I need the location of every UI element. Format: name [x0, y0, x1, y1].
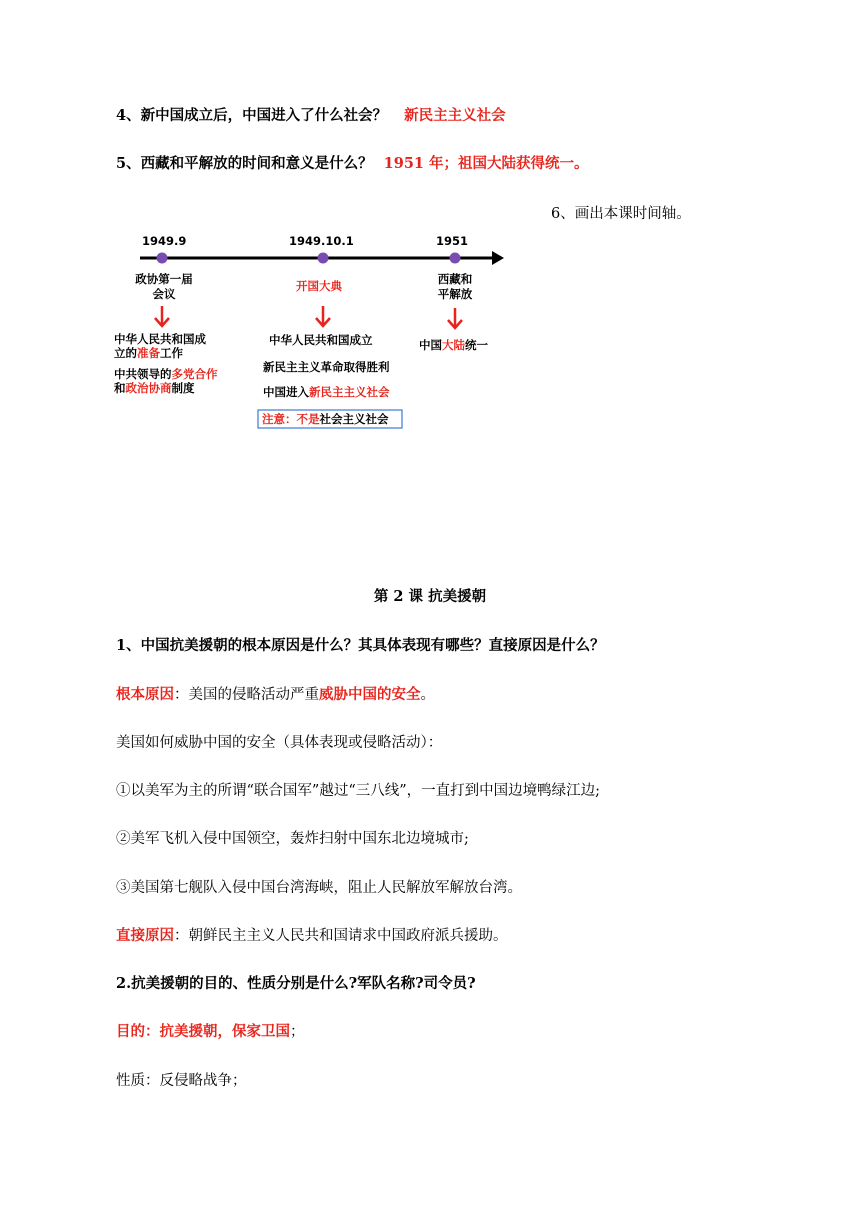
event-tibet-line1: 西藏和	[437, 272, 473, 286]
date-1949-10-1: 1949.10.1	[289, 234, 354, 248]
question-4-text: 4、新中国成立后，中国进入了什么社会？	[116, 107, 388, 124]
direct-cause-label: 直接原因	[116, 927, 174, 944]
timeline-dot-1949-10-1	[318, 253, 329, 264]
result-3-1: 中国大陆统一	[419, 338, 488, 352]
direct-cause: 直接原因：朝鲜民主主义人民共和国请求中国政府派兵援助。	[116, 927, 508, 944]
event-cppcc	[132, 272, 196, 302]
event-tibet-line2: 平解放	[437, 287, 473, 301]
lesson2-question-2: 2.抗美援朝的目的、性质分别是什么?军队名称?司令员?	[116, 975, 476, 992]
result-2-2: 新民主主义革命取得胜利	[263, 360, 390, 374]
how-threat-text: 美国如何威胁中国的安全（具体表现或侵略活动）：	[116, 735, 443, 751]
timeline-dot-1949-9	[157, 253, 168, 264]
timeline-arrowhead	[492, 251, 504, 265]
timeline-axis-svg	[110, 228, 510, 433]
note-not-socialist: 注意：不是社会主义社会	[262, 412, 389, 426]
question-6: 6、画出本课时间轴。	[551, 206, 691, 222]
question-5-answer: 1951 年；祖国大陆获得统一。	[383, 155, 589, 172]
root-cause-highlight: 威胁中国的安全	[319, 686, 421, 703]
event-tibet	[430, 272, 480, 302]
question-5-text: 5、西藏和平解放的时间和意义是什么？	[116, 155, 373, 172]
result-1-3: 中共领导的多党合作	[114, 367, 218, 381]
timeline-dot-1951	[450, 253, 461, 264]
date-1949-9: 1949.9	[142, 234, 187, 248]
event-founding-ceremony: 开国大典	[296, 279, 342, 293]
purpose-text: 目的：抗美援朝，保家卫国	[116, 1023, 290, 1040]
lesson2-question-1: 1、中国抗美援朝的根本原因是什么？其具体表现有哪些？直接原因是什么？	[116, 637, 605, 654]
down-arrow-2	[316, 306, 330, 326]
result-1-2: 立的准备工作	[114, 346, 183, 360]
date-1951: 1951	[436, 234, 469, 248]
question-4-answer: 新民主主义社会	[404, 107, 506, 124]
question-5	[116, 152, 589, 173]
root-cause: 根本原因：美国的侵略活动严重威胁中国的安全。	[116, 686, 435, 703]
event-cppcc-line1: 政协第一届	[135, 272, 193, 286]
result-1-4: 和政治协商制度	[114, 381, 195, 395]
event-cppcc-line2: 会议	[152, 287, 176, 301]
result-1-1: 中华人民共和国成	[114, 332, 206, 346]
list-item-3: ③美国第七舰队入侵中国台湾海峡，阻止人民解放军解放台湾。	[116, 880, 522, 896]
list-item-2: ②美军飞机入侵中国领空，轰炸扫射中国东北边境城市;	[116, 831, 469, 847]
down-arrow-3	[448, 308, 462, 328]
nature: 性质：反侵略战争；	[116, 1073, 247, 1089]
lesson-2-title: 第 2 课 抗美援朝	[373, 588, 487, 605]
purpose: 目的：抗美援朝，保家卫国；	[116, 1023, 305, 1040]
result-2-3: 中国进入新民主主义社会	[263, 385, 390, 399]
result-2-1: 中华人民共和国成立	[269, 333, 373, 347]
root-cause-label: 根本原因	[116, 686, 174, 703]
list-item-1: ①以美军为主的所谓“联合国军”越过“三八线”，一直打到中国边境鸭绿江边;	[116, 783, 601, 799]
question-4	[116, 104, 506, 125]
timeline-diagram	[110, 228, 510, 433]
down-arrow-1	[155, 306, 169, 326]
